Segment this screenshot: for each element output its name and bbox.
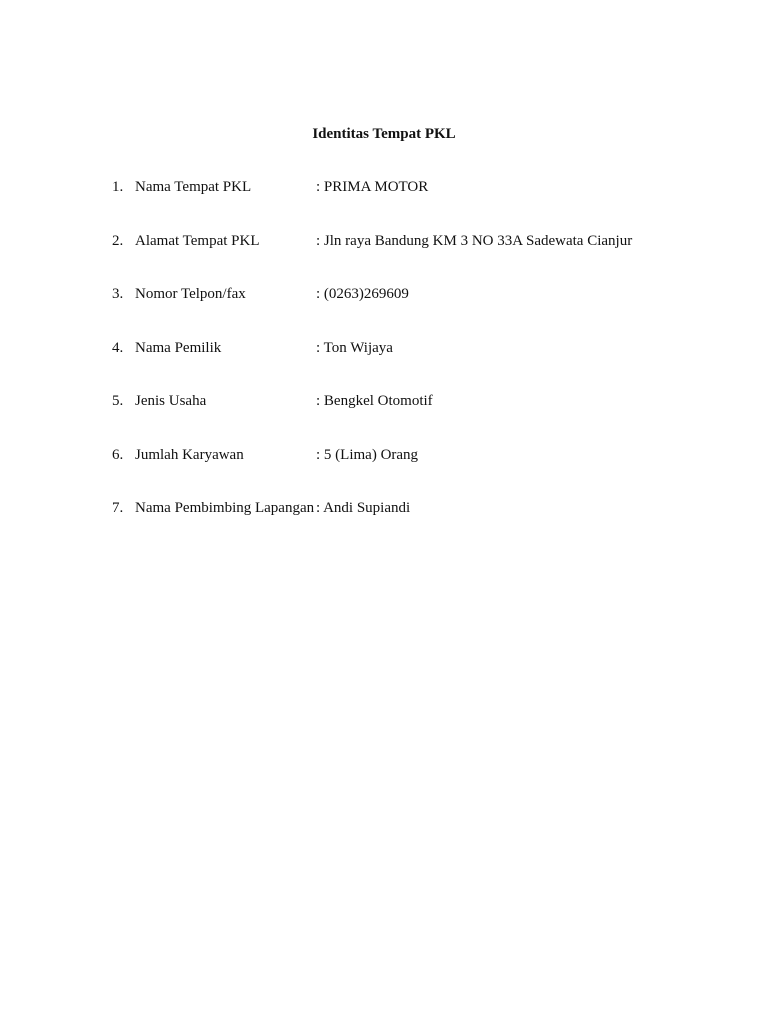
field-number: 1. [112, 179, 124, 195]
field-label: Nomor Telpon/fax [135, 286, 246, 302]
field-label: Nama Pemilik [135, 339, 222, 356]
field-value: : PRIMA MOTOR [316, 179, 429, 195]
field-number: 7. [112, 500, 124, 516]
field-number: 2. [112, 232, 124, 249]
field-value: : Jln raya Bandung KM 3 NO 33A Sadewata Cianjur [316, 232, 633, 249]
field-label: Alamat Tempat PKL [135, 232, 260, 249]
field-value: : Ton Wijaya [316, 339, 393, 356]
field-number: 3. [112, 286, 124, 302]
field-value: : Bengkel Otomotif [316, 393, 433, 409]
field-value: : (0263)269609 [316, 286, 409, 302]
field-number: 6. [112, 446, 124, 463]
field-value: : Andi Supiandi [316, 500, 411, 516]
field-label: Nama Tempat PKL [135, 179, 252, 195]
field-label: Jumlah Karyawan [135, 446, 244, 463]
field-number: 4. [112, 339, 124, 356]
field-number: 5. [112, 393, 124, 409]
field-value: : 5 (Lima) Orang [316, 446, 419, 463]
field-label: Jenis Usaha [135, 393, 207, 409]
page-title: Identitas Tempat PKL [312, 126, 456, 142]
field-label: Nama Pembimbing Lapangan [135, 500, 315, 516]
